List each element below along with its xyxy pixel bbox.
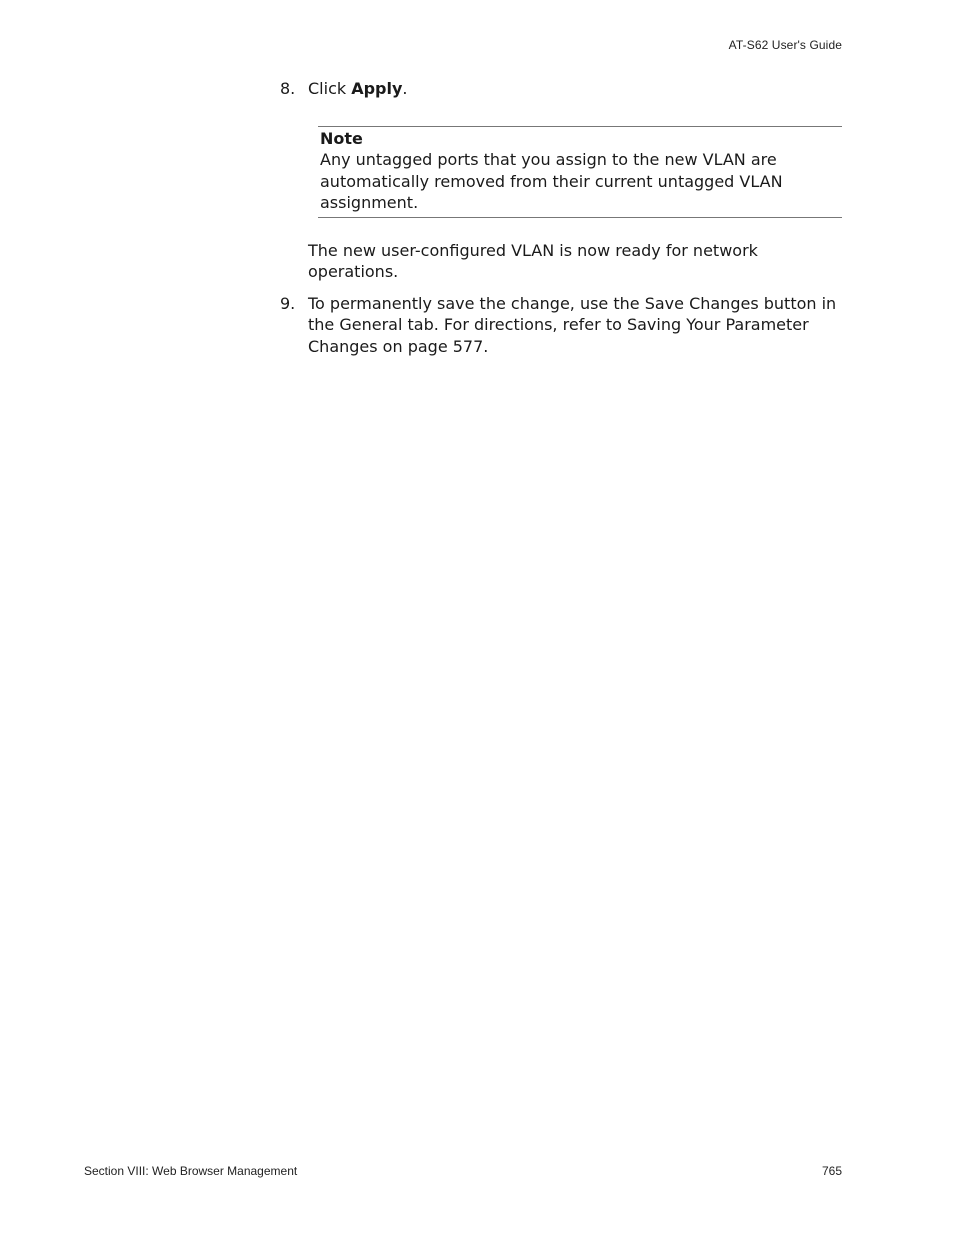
footer-section: Section VIII: Web Browser Management [84, 1164, 298, 1178]
step-number: 9. [280, 293, 296, 313]
running-header: AT-S62 User's Guide [728, 38, 842, 52]
note-body: Any untagged ports that you assign to the new VLAN are automatically removed from their current untagged VLAN assignment. [320, 150, 783, 212]
step-8-prefix: Click [308, 79, 352, 98]
page-number: 765 [821, 1164, 842, 1178]
body-paragraph: The new user-configured VLAN is now ready for network operations. [308, 240, 758, 281]
step-9 [280, 293, 842, 358]
step-number: 8. [280, 79, 296, 98]
step-9-text: To permanently save the change, use the Save Changes button in the General tab. For directions, refer to Saving Your Parameter Changes on page 577. [308, 293, 837, 356]
page-content [280, 78, 842, 357]
step-8-bold-term: Apply [351, 79, 403, 98]
note-box [318, 126, 842, 218]
step-8 [280, 78, 842, 100]
note-title: Note [320, 128, 363, 148]
step-8-suffix: . [402, 79, 408, 98]
